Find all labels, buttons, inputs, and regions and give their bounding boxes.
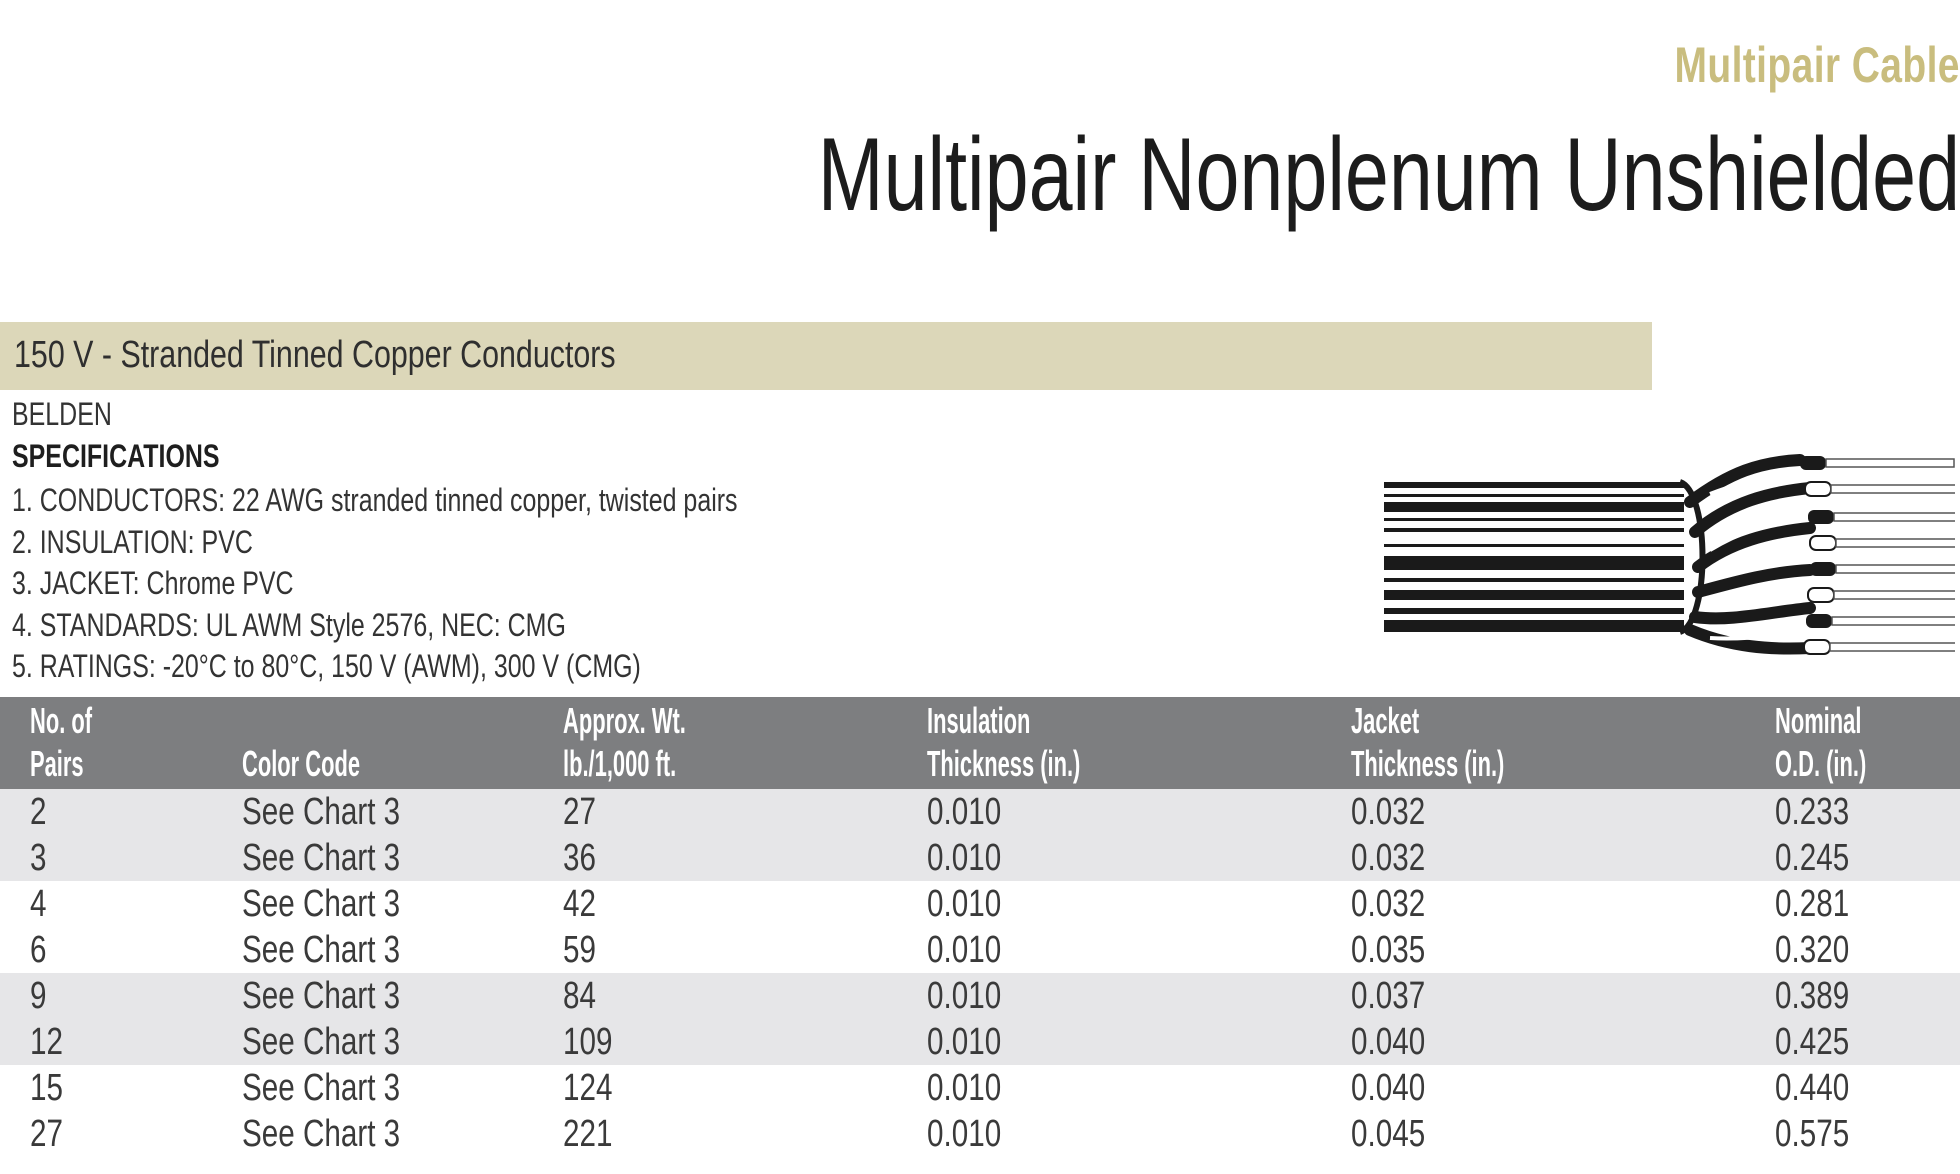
cell-od: 0.440 xyxy=(1775,1067,1850,1109)
col-header-od: Nominal O.D. (in.) xyxy=(1775,700,1867,784)
cell-pairs: 6 xyxy=(30,929,47,971)
cell-jacket: 0.035 xyxy=(1351,929,1426,971)
table-row xyxy=(0,927,1960,973)
cell-weight: 36 xyxy=(563,837,596,879)
page-title: Multipair Nonplenum Unshielded xyxy=(817,117,1960,233)
cable-spec-table xyxy=(0,697,1960,1157)
cell-od: 0.233 xyxy=(1775,791,1850,833)
cell-insulation: 0.010 xyxy=(927,975,1002,1017)
cell-pairs: 15 xyxy=(30,1067,63,1109)
cell-insulation: 0.010 xyxy=(927,929,1002,971)
col-header-pairs: No. of Pairs xyxy=(30,700,93,784)
cell-jacket: 0.032 xyxy=(1351,883,1426,925)
table-row xyxy=(0,1065,1960,1111)
specifications-list xyxy=(12,482,942,690)
cell-jacket: 0.037 xyxy=(1351,975,1426,1017)
brand-label: BELDEN xyxy=(12,396,112,432)
table-row xyxy=(0,973,1960,1019)
spec-item: 3. JACKET: Chrome PVC xyxy=(12,565,294,601)
cell-insulation: 0.010 xyxy=(927,1113,1002,1155)
table-row xyxy=(0,1019,1960,1065)
spec-item: 1. CONDUCTORS: 22 AWG stranded tinned copper, twisted pairs xyxy=(12,482,738,518)
specifications-heading: SPECIFICATIONS xyxy=(12,438,220,474)
cell-color-code: See Chart 3 xyxy=(242,837,401,879)
cell-od: 0.281 xyxy=(1775,883,1850,925)
section-band xyxy=(0,322,1652,390)
cell-color-code: See Chart 3 xyxy=(242,1067,401,1109)
cell-pairs: 27 xyxy=(30,1113,63,1155)
category-label: Multipair Cable xyxy=(1674,37,1960,93)
cell-od: 0.575 xyxy=(1775,1113,1850,1155)
cell-insulation: 0.010 xyxy=(927,1021,1002,1063)
cell-jacket: 0.040 xyxy=(1351,1021,1426,1063)
cell-insulation: 0.010 xyxy=(927,837,1002,879)
spec-item: 4. STANDARDS: UL AWM Style 2576, NEC: CMG xyxy=(12,606,566,643)
cell-jacket: 0.032 xyxy=(1351,837,1426,879)
cell-color-code: See Chart 3 xyxy=(242,1021,401,1063)
col-header-weight: Approx. Wt. lb./1,000 ft. xyxy=(563,700,686,784)
cell-color-code: See Chart 3 xyxy=(242,929,401,971)
cell-insulation: 0.010 xyxy=(927,883,1002,925)
cell-weight: 124 xyxy=(563,1067,613,1109)
table-row xyxy=(0,835,1960,881)
cell-od: 0.389 xyxy=(1775,975,1850,1017)
cell-od: 0.425 xyxy=(1775,1021,1850,1063)
table-header-row xyxy=(0,697,1960,789)
cell-weight: 221 xyxy=(563,1113,613,1155)
cell-weight: 84 xyxy=(563,975,596,1017)
section-title: 150 V - Stranded Tinned Copper Conductors xyxy=(14,334,616,376)
spec-item: 5. RATINGS: -20°C to 80°C, 150 V (AWM), 300 V (CMG) xyxy=(12,648,641,684)
cell-weight: 27 xyxy=(563,791,596,833)
cell-pairs: 3 xyxy=(30,837,47,879)
cell-jacket: 0.045 xyxy=(1351,1113,1426,1155)
cell-weight: 42 xyxy=(563,883,596,925)
cell-color-code: See Chart 3 xyxy=(242,975,401,1017)
col-header-insulation: Insulation Thickness (in.) xyxy=(927,700,1081,784)
cell-color-code: See Chart 3 xyxy=(242,883,401,925)
cell-pairs: 2 xyxy=(30,791,47,833)
cell-insulation: 0.010 xyxy=(927,1067,1002,1109)
cell-jacket: 0.040 xyxy=(1351,1067,1426,1109)
cell-pairs: 12 xyxy=(30,1021,63,1063)
cell-color-code: See Chart 3 xyxy=(242,1113,401,1155)
table-row xyxy=(0,789,1960,835)
spec-item: 2. INSULATION: PVC xyxy=(12,523,253,560)
cell-jacket: 0.032 xyxy=(1351,791,1426,833)
cell-weight: 59 xyxy=(563,929,596,971)
table-row xyxy=(0,881,1960,927)
col-header-color-code: Color Code xyxy=(242,743,361,784)
cable-illustration xyxy=(1380,432,1955,680)
cell-od: 0.320 xyxy=(1775,929,1850,971)
cell-weight: 109 xyxy=(563,1021,613,1063)
cell-od: 0.245 xyxy=(1775,837,1850,879)
table-row xyxy=(0,1111,1960,1157)
col-header-jacket: Jacket Thickness (in.) xyxy=(1351,700,1505,784)
cell-color-code: See Chart 3 xyxy=(242,791,401,833)
cell-insulation: 0.010 xyxy=(927,791,1002,833)
cell-pairs: 9 xyxy=(30,975,47,1017)
cell-pairs: 4 xyxy=(30,883,47,925)
